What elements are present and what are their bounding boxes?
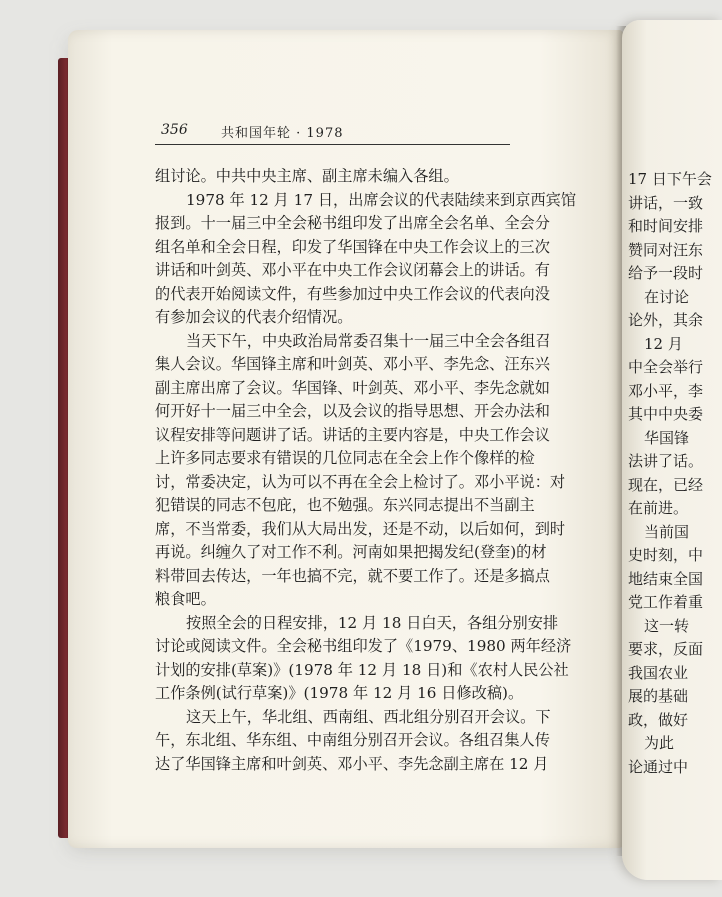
right-page [622,20,722,880]
text-line: 午，东北组、华东组、中南组分别召开会议。各组召集人传 [155,731,550,749]
right-page-line: 在前进。 [628,499,689,517]
text-line: 组讨论。中共中央主席、副主席未编入各组。 [155,167,459,185]
text-line: 何开好十一届三中全会，以及会议的指导思想、开会办法和 [155,402,550,420]
right-page-line: 论通过中 [628,757,689,776]
right-page-line: 党工作着重 [628,593,704,611]
text-line: 料带回去传达，一年也搞不完，就不要工作了。还是多搞点 [155,566,550,585]
text-line: 的代表开始阅读文件，有些参加过中央工作会议的代表向没 [155,284,550,303]
running-header [155,120,510,145]
page-number: 356 [161,122,188,138]
right-page-line: 中全会举行 [628,358,704,376]
text-line: 上许多同志要求有错误的几位同志在全会上作个像样的检 [155,449,535,467]
text-line: 集人会议。华国锋主席和叶剑英、邓小平、李先念、汪东兴 [155,355,550,373]
text-line: 粮食吧。 [155,590,216,608]
text-line: 当天下午，中央政治局常委召集十一届三中全会各组召 [186,331,551,350]
right-page-line: 邓小平，李 [628,381,704,400]
right-page-line: 展的基础 [628,687,689,705]
right-page-line: 和时间安排 [628,217,704,235]
right-page-line: 法讲了话。 [628,452,704,470]
right-page-line: 当前国 [644,522,690,541]
right-page-line: 政，做好 [628,710,689,729]
text-line: 组名单和全会日程，印发了华国锋在中央工作会议上的三次 [155,237,550,256]
text-line: 副主席出席了会议。华国锋、叶剑英、邓小平、李先念就如 [155,378,550,397]
text-line: 1978 年 12 月 17 日，出席会议的代表陆续来到京西宾馆 [186,190,577,209]
text-line: 工作条例(试行草案)》(1978 年 12 月 16 日修改稿)。 [155,684,524,702]
right-page-line: 其中中央委 [628,405,704,423]
left-page-text [155,165,575,776]
right-page-line: 华国锋 [644,428,690,447]
text-line: 再说。纠缠久了对工作不利。河南如果把揭发纪(登奎)的材 [155,543,547,561]
right-page-line: 论外，其余 [628,311,704,329]
text-line: 讨论或阅读文件。全会秘书组印发了《1979、1980 两年经济 [155,637,572,655]
text-line: 席，不当常委，我们从大局出发，还是不动，以后如何，到时 [155,519,566,538]
right-page-line: 赞同对汪东 [628,240,704,259]
text-line: 达了华国锋主席和叶剑英、邓小平、李先念副主席在 12 月 [155,754,549,773]
right-page-line: 12 月 [644,334,683,353]
right-page-line: 这一转 [644,616,690,635]
right-page-line: 为此 [644,734,675,752]
right-page-line: 要求，反面 [628,640,704,658]
right-page-line: 在讨论 [644,287,690,306]
right-page-line: 地结束全国 [628,569,704,588]
text-line: 这天上午，华北组、西南组、西北组分别召开会议。下 [186,707,551,726]
text-line: 按照全会的日程安排，12 月 18 日白天，各组分别安排 [186,613,559,632]
text-line: 犯错误的同志不包庇，也不勉强。东兴同志提出不当副主 [155,496,535,514]
right-page-line: 史时刻，中 [628,546,704,564]
text-line: 讲话和叶剑英、邓小平在中央工作会议闭幕会上的讲话。有 [155,261,550,279]
right-page-line: 17 日下午会 [628,170,712,188]
running-title: 共和国年轮 · 1978 [221,126,344,141]
text-line: 有参加会议的代表介绍情况。 [155,308,353,326]
text-line: 计划的安排(草案)》(1978 年 12 月 18 日)和《农村人民公社 [155,660,569,679]
right-page-line: 给予一段时 [628,264,704,282]
text-line: 讨，常委决定，认为可以不再在全会上检讨了。邓小平说：对 [155,472,566,491]
text-line: 报到。十一届三中全会秘书组印发了出席全会名单、全会分 [155,214,550,232]
text-line: 议程安排等问题讲了话。讲话的主要内容是，中央工作会议 [155,425,550,444]
right-page-line: 现在，已经 [628,475,704,494]
right-page-line: 讲话，一致 [628,193,704,212]
right-page-line: 我国农业 [628,663,689,682]
